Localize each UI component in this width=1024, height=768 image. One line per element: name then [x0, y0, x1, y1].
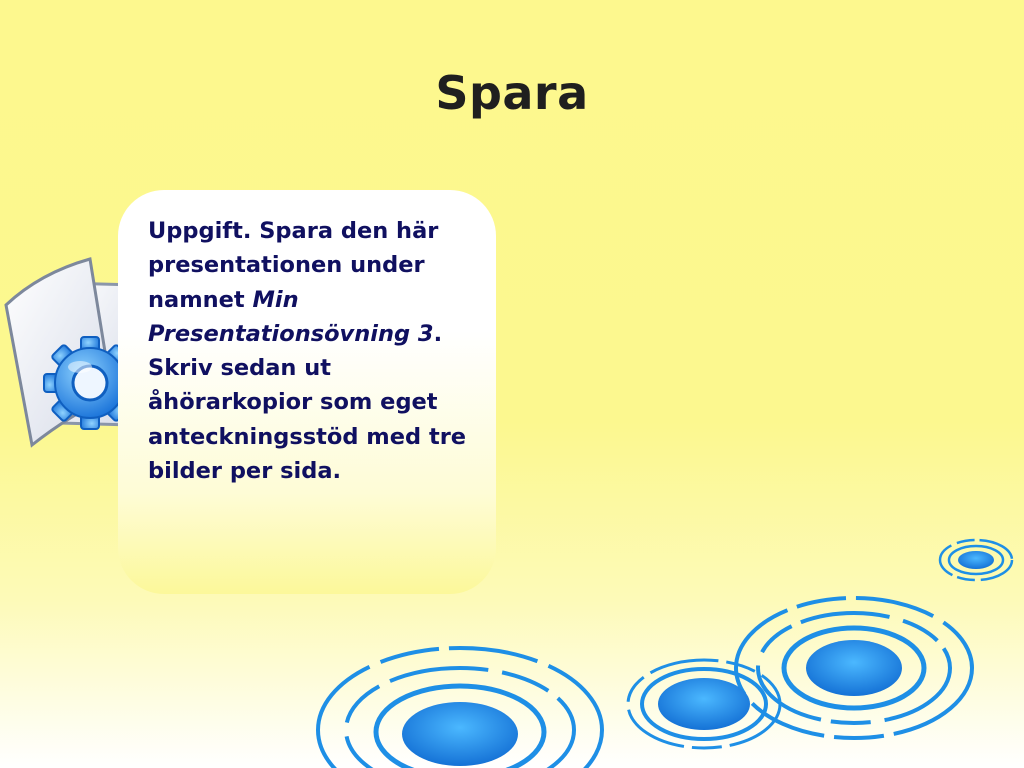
ripple-left — [318, 648, 602, 768]
task-text — [148, 214, 488, 488]
ripple-small — [940, 540, 1012, 580]
task-text-part1: Uppgift. Spara den här presentationen under namnet — [148, 218, 439, 313]
slide-title: Spara — [435, 66, 589, 120]
ripple-middle — [628, 660, 780, 748]
task-text-filename: Min Presentationsövning 3 — [148, 286, 434, 347]
task-text-part2: . Skriv sedan ut åhörarkopior som eget anteckningsstöd med tre bilder per sida. — [148, 320, 467, 485]
task-card — [118, 190, 496, 594]
ripple-right — [736, 598, 972, 738]
